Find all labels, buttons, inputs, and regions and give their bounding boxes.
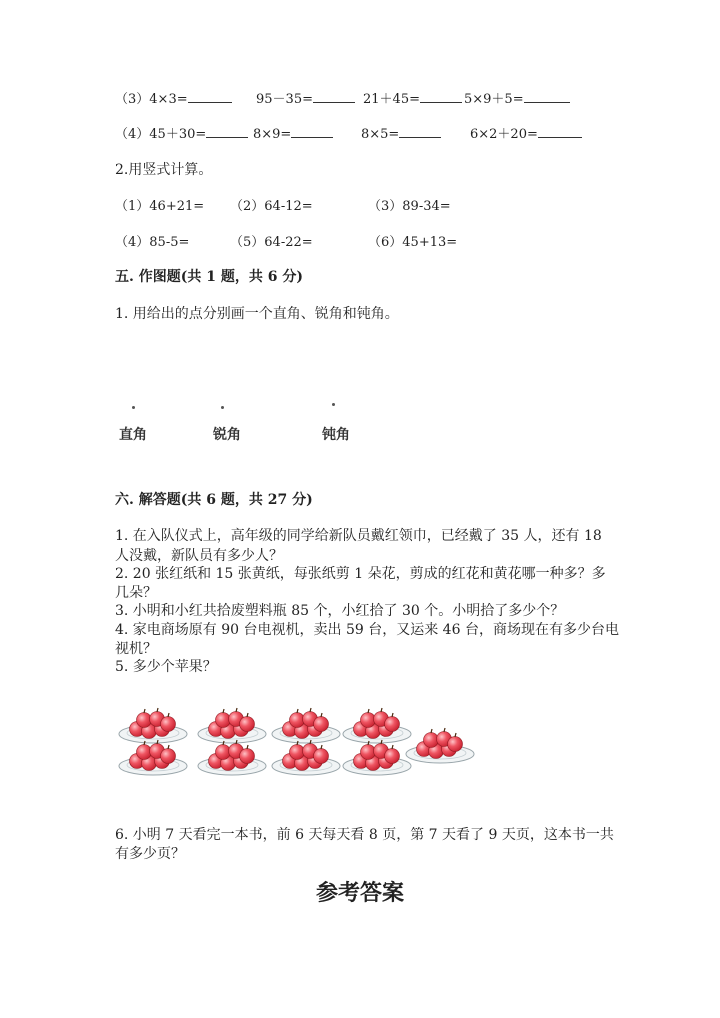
answer-blank[interactable] [291,123,333,138]
section5-heading: 五. 作图题(共 1 题，共 6 分) [115,269,303,285]
arith-row-3 [115,88,232,107]
s6-line-2: 人没戴，新队员有多少人？ [115,548,283,564]
obtuse-angle-point [332,403,335,406]
expr: 8×9= [253,127,292,142]
arith-row-4b [253,123,333,142]
s6-line-1: 1. 在入队仪式上，高年级的同学给新队员戴红领巾，已经戴了 35 人，还有 18 [115,528,602,544]
q2-item-1: （1）46+21= [115,199,205,214]
expr: 6×2＋20= [470,127,538,142]
q2-item-4: （4）85-5= [115,235,190,250]
answer-blank[interactable] [313,88,355,103]
q6-line-1: 6. 小明 7 天看完一本书，前 6 天每天看 8 页，第 7 天看了 9 天页，这本书一共 [115,827,614,843]
expr: 5×9＋5= [464,92,524,107]
section6-heading: 六. 解答题(共 6 题，共 27 分) [115,492,313,508]
right-angle-label: 直角 [119,427,147,443]
s6-line-8: 5. 多少个苹果？ [115,659,217,675]
plate-row-2 [119,740,411,775]
arith-row-3b [256,88,355,107]
answer-blank[interactable] [538,123,582,138]
answer-blank[interactable] [188,88,232,103]
q2-item-6: （6）45+13= [368,235,458,250]
s6-line-7: 视机？ [115,641,157,657]
s6-line-5: 3. 小明和小红共拾废塑料瓶 85 个，小红拾了 30 个。小明拾了多少个？ [115,603,565,619]
obtuse-angle-label: 钝角 [322,427,350,443]
apples-illustration [0,700,720,810]
s6-line-6: 4. 家电商场原有 90 台电视机，卖出 59 台，又运来 46 台，商场现在有多少台电 [115,622,619,638]
answer-blank[interactable] [206,123,248,138]
q2-title: 2.用竖式计算。 [115,162,213,178]
answer-blank[interactable] [399,123,441,138]
q2-item-2: （2）64-12= [230,199,313,214]
arith-row-4 [115,123,248,142]
expr: 21＋45= [363,92,420,107]
answer-blank[interactable] [524,88,570,103]
s6-line-4: 几朵？ [115,585,157,601]
q2-item-5: （5）64-22= [230,235,313,250]
section5-q1: 1. 用给出的点分别画一个直角、锐角和钝角。 [115,306,399,322]
arith-row-4d [470,123,582,142]
arith-row-4c [361,123,441,142]
expr: 95－35= [256,92,313,107]
expr: 4×3= [149,92,188,107]
q6-line-2: 有多少页？ [115,846,185,862]
arith-row-3c [363,88,462,107]
row-number: （3） [115,92,150,107]
q2-item-3: （3）89-34= [368,199,451,214]
arith-row-3d [464,88,570,107]
expr: 45＋30= [149,127,207,142]
row-number: （4） [115,127,150,142]
acute-angle-label: 锐角 [213,427,241,443]
answer-title: 参考答案 [316,880,405,906]
s6-line-3: 2. 20 张红纸和 15 张黄纸，每张纸剪 1 朵花，剪成的红花和黄花哪一种多？多 [115,566,606,582]
expr: 8×5= [361,127,400,142]
acute-angle-point [221,406,224,409]
answer-blank[interactable] [420,88,462,103]
right-angle-point [132,406,135,409]
